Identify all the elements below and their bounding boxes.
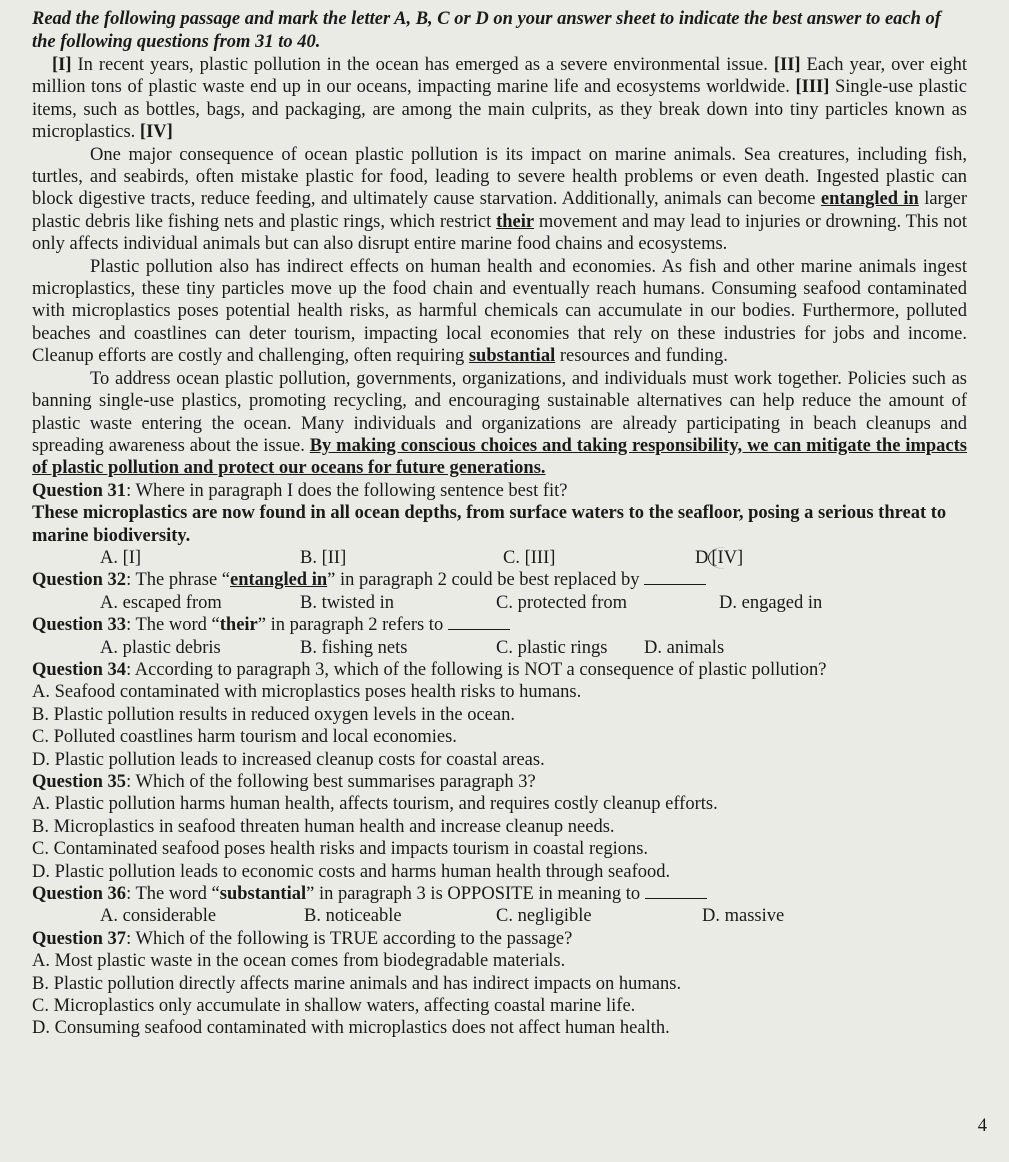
p2-text-b: larger plastic debris like fishing nets and plastic rings, which restrict xyxy=(32,189,967,232)
option-a[interactable]: A. plastic debris xyxy=(100,637,221,658)
question-36-text-1: : The word “ xyxy=(126,884,220,905)
question-34-label: Question 34 xyxy=(32,659,127,680)
question-32-phrase: entangled in xyxy=(230,570,328,591)
option-c[interactable]: C. plastic rings xyxy=(496,637,608,658)
question-31 xyxy=(32,480,967,502)
question-37-label: Question 37 xyxy=(32,928,127,949)
question-32 xyxy=(32,569,967,591)
question-32-text-2: ” in paragraph 2 could be best replaced by xyxy=(327,570,645,591)
option-b[interactable]: B. noticeable xyxy=(304,906,402,927)
option-c[interactable]: C. Polluted coastlines harm tourism and local economies. xyxy=(32,727,457,748)
question-34 xyxy=(32,659,967,681)
option-b[interactable]: B. Plastic pollution results in reduced oxygen levels in the ocean. xyxy=(32,704,515,725)
question-33-label: Question 33 xyxy=(32,615,127,636)
question-37-text: : Which of the following is TRUE according to the passage? xyxy=(126,928,573,949)
paragraph-1 xyxy=(32,54,967,144)
question-31-text: : Where in paragraph I does the following sentence best fit? xyxy=(126,480,568,501)
option-d[interactable]: D. Consuming seafood contaminated with microplastics does not affect human health. xyxy=(32,1018,670,1039)
instruction: Read the following passage and mark the letter A, B, C or D on your answer sheet to indicate the best answer to each of the following questions from 31 to 40. xyxy=(32,9,941,52)
p2-text-a: One major consequence of ocean plastic pollution is its impact on marine animals. Sea creatures, including fish, turtles, and seabirds, often mistake plastic for food, leading to severe health problems or even death. Ingested plastic can block digestive tracts, reduce feeding, and ultimately cause starvation. Additionally, animals can become xyxy=(32,144,967,210)
question-36-text-2: ” in paragraph 3 is OPPOSITE in meaning to xyxy=(306,884,645,905)
option-a[interactable]: A. Plastic pollution harms human health, affects tourism, and requires costly cleanup efforts. xyxy=(32,794,718,815)
option-c[interactable]: C. Contaminated seafood poses health risks and impacts tourism in coastal regions. xyxy=(32,839,649,860)
option-c[interactable]: C. protected from xyxy=(496,592,627,613)
paragraph-2 xyxy=(32,144,967,256)
question-32-label: Question 32 xyxy=(32,570,127,591)
marker-4: [IV] xyxy=(139,122,173,143)
option-a[interactable]: A. escaped from xyxy=(100,592,222,613)
question-34-text: : According to paragraph 3, which of the following is NOT a consequence of plastic pollution? xyxy=(126,659,827,680)
option-c[interactable]: C. [III] xyxy=(503,547,556,568)
option-b[interactable]: B. Plastic pollution directly affects marine animals and has indirect impacts on humans. xyxy=(32,973,682,994)
paragraph-4 xyxy=(32,368,967,480)
question-33-text-2: ” in paragraph 2 refers to xyxy=(257,615,448,636)
p2-their: their xyxy=(496,211,535,232)
question-35 xyxy=(32,771,967,793)
question-37 xyxy=(32,928,967,950)
option-c[interactable]: C. Microplastics only accumulate in shallow waters, affecting coastal marine life. xyxy=(32,996,636,1017)
option-b[interactable]: B. Microplastics in seafood threaten human health and increase cleanup needs. xyxy=(32,816,615,837)
marker-1: [I] xyxy=(52,55,72,75)
question-33-options xyxy=(32,637,967,659)
p1-sentence-1: In recent years, plastic pollution in the ocean has emerged as a severe environmental issue. xyxy=(71,55,774,75)
question-36-options xyxy=(32,905,967,927)
question-33-word: their xyxy=(219,615,258,636)
page-number: 4 xyxy=(977,1116,987,1136)
question-32-text-1: : The phrase “ xyxy=(126,570,230,591)
question-32-options xyxy=(32,592,967,614)
option-d[interactable]: D. massive xyxy=(702,906,785,927)
option-b[interactable]: B. fishing nets xyxy=(300,637,408,658)
question-31-label: Question 31 xyxy=(32,480,127,501)
marker-2: [II] xyxy=(773,55,801,75)
question-36 xyxy=(32,883,967,905)
question-33 xyxy=(32,614,967,636)
option-d-mark: [IV] xyxy=(708,547,743,569)
question-36-label: Question 36 xyxy=(32,884,127,905)
question-33-text-1: : The word “ xyxy=(126,615,220,636)
answer-blank[interactable] xyxy=(448,615,510,630)
option-d[interactable]: D. Plastic pollution leads to increased cleanup costs for coastal areas. xyxy=(32,749,545,770)
p2-text-c: movement and may lead to injuries or drowning. This not only affects individual animals but can also disrupt entire marine food chains and ecosystems. xyxy=(32,211,967,255)
option-a[interactable]: A. considerable xyxy=(100,906,217,927)
question-35-label: Question 35 xyxy=(32,772,127,792)
question-36-word: substantial xyxy=(219,884,307,905)
question-35-text: : Which of the following best summarises paragraph 3? xyxy=(126,772,536,792)
question-31-options xyxy=(32,547,967,569)
option-d-letter: D xyxy=(695,547,709,568)
p3-substantial: substantial xyxy=(468,346,556,367)
option-d[interactable] xyxy=(695,547,743,569)
answer-blank[interactable] xyxy=(645,884,707,899)
marker-3: [III] xyxy=(795,77,830,98)
p3-text-a: Plastic pollution also has indirect effects on human health and economies. As fish and other marine animals ingest microplastics, these tiny particles move up the food chain and eventually reach humans. Consuming seafood contaminated with microplastics poses potential health risks, as harmful chemicals can accumulate in our bodies. Furthermore, polluted beaches and coastlines can deter tourism, impacting local economies that rely on these industries for jobs and income. Cleanup efforts are costly and challenging, often requiring xyxy=(32,256,967,367)
p4-underlined: By making conscious choices and taking responsibility, we can mitigate the impacts of plastic pollution and protect our oceans for future generations. xyxy=(32,435,967,479)
option-d[interactable]: D. engaged in xyxy=(719,592,823,613)
question-31-sentence: These microplastics are now found in all ocean depths, from surface waters to the seafloor, posing a serious threat to marine biodiversity. xyxy=(32,503,947,546)
option-b[interactable]: B. [II] xyxy=(300,547,347,568)
option-a[interactable]: A. Seafood contaminated with microplastics poses health risks to humans. xyxy=(32,682,582,703)
p1-sentence-3: Single-use plastic items, such as bottles, bags, and packaging, are among the main culprits, as they break down into tiny particles known as microplastics. xyxy=(32,77,967,143)
p4-text-a: To address ocean plastic pollution, governments, organizations, and individuals must work together. Policies such as banning single-use plastics, promoting recycling, and encouraging sustainable alternatives can help reduce the amount of plastic waste entering the ocean. Many individuals and organizations are already participating in beach cleanups and spreading awareness about the issue. xyxy=(32,368,967,456)
paragraph-3 xyxy=(32,256,967,368)
option-a[interactable]: A. [I] xyxy=(100,547,142,568)
option-d[interactable]: D. animals xyxy=(644,637,725,658)
option-b[interactable]: B. twisted in xyxy=(300,592,395,613)
option-c[interactable]: C. negligible xyxy=(496,906,592,927)
p1-sentence-2: Each year, over eight million tons of plastic waste end up in our oceans, impacting marine life and ecosystems worldwide. xyxy=(32,55,967,98)
p3-text-b: resources and funding. xyxy=(555,346,728,367)
p2-entangled: entangled in xyxy=(820,189,919,210)
option-d[interactable]: D. Plastic pollution leads to economic costs and harms human health through seafood. xyxy=(32,861,671,882)
answer-blank[interactable] xyxy=(644,570,706,585)
option-a[interactable]: A. Most plastic waste in the ocean comes from biodegradable materials. xyxy=(32,951,566,972)
